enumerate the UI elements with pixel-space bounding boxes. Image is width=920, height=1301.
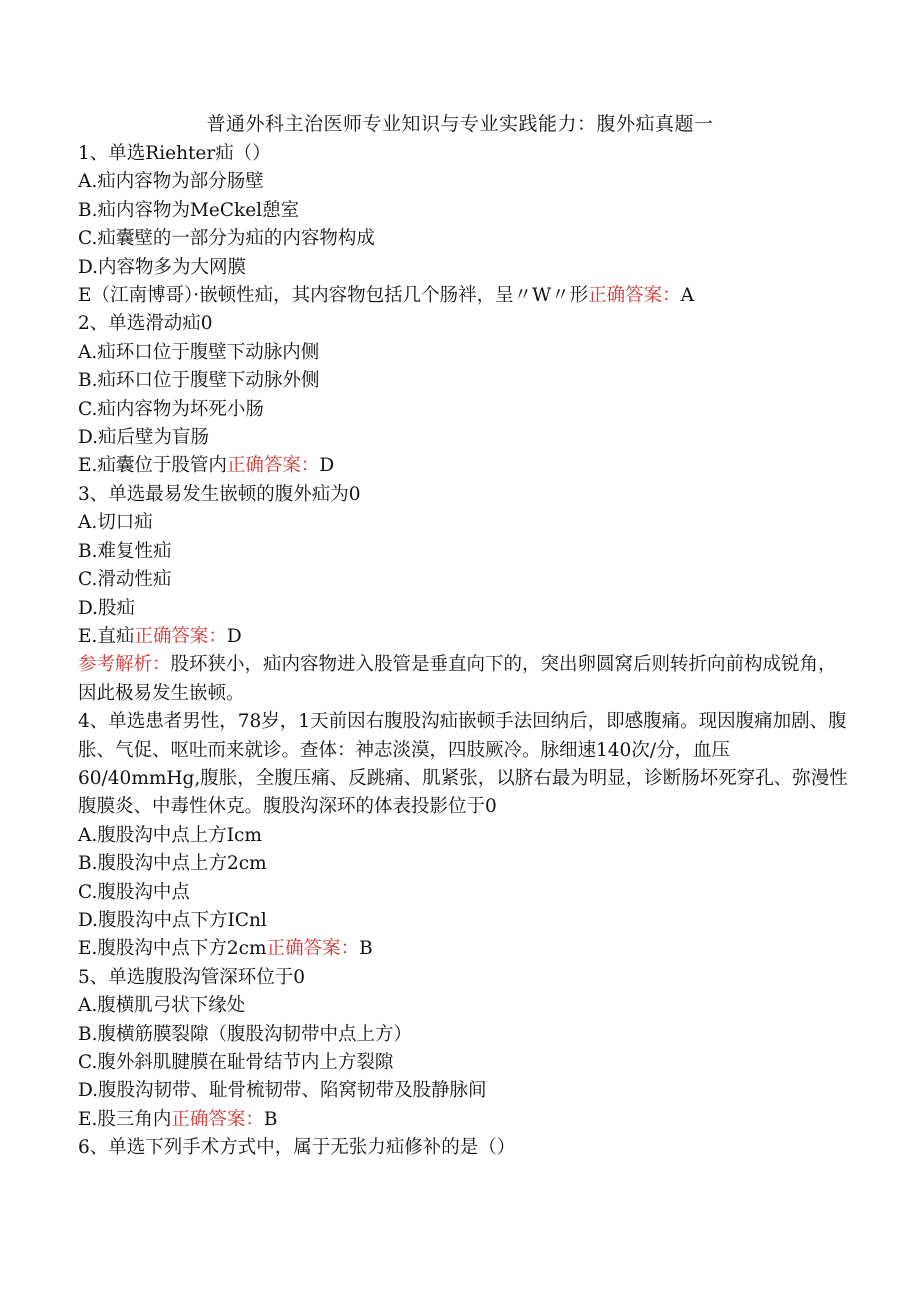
question-4-option-e-row — [78, 935, 848, 963]
question-1-option-e: E（江南博哥）·嵌顿性疝，其内容物包括几个肠袢，呈〃W〃形 — [78, 285, 589, 307]
question-list — [78, 140, 848, 1163]
question-4-option-a: A.腹股沟中点上方Icm — [78, 824, 262, 846]
question-3-option-b: B.难复性疝 — [78, 540, 172, 562]
question-3-analysis — [78, 651, 848, 708]
question-5-answer-label: 正确答案： — [171, 1108, 264, 1130]
question-4-answer: B — [359, 938, 373, 960]
question-4-answer-label: 正确答案： — [266, 938, 360, 960]
question-5-option-e: E.股三角内 — [78, 1108, 172, 1130]
question-2-option-c: C.疝内容物为坏死小肠 — [78, 398, 264, 420]
question-1-option-e-row — [78, 282, 848, 310]
question-1-stem: 1、单选Riehter疝（） — [78, 143, 271, 164]
page-title: 普通外科主治医师专业知识与专业实践能力：腹外疝真题一 — [206, 113, 714, 135]
question-3-option-e: E.直疝 — [78, 625, 135, 647]
question-3-option-c: C.滑动性疝 — [78, 569, 172, 591]
question-2-answer: D — [319, 455, 335, 477]
question-3-analysis-text: 股环狭小，疝内容物进入股管是垂直向下的，突出卵圆窝后则转折向前构成锐角，因此极易发生嵌顿。 — [78, 654, 837, 704]
question-3-option-e-row — [78, 623, 848, 651]
question-1-option-b: B.疝内容物为MeCkel憩室 — [78, 199, 300, 221]
question-2-option-b: B.疝环口位于腹壁下动脉外侧 — [78, 370, 320, 392]
question-1-answer-label: 正确答案： — [588, 285, 681, 307]
question-3-option-d: D.股疝 — [78, 597, 136, 619]
question-3-stem: 3、单选最易发生嵌顿的腹外疝为0 — [78, 483, 361, 505]
question-2-stem: 2、单选滑动疝0 — [78, 313, 213, 335]
question-6-stem: 6、单选下列手术方式中，属于无张力疝修补的是（） — [78, 1137, 516, 1159]
question-4-option-e: E.腹股沟中点下方2cm — [78, 938, 267, 960]
question-2-option-a: A.疝环口位于腹壁下动脉内侧 — [78, 341, 320, 363]
question-1-option-d: D.内容物多为大网膜 — [78, 256, 247, 278]
question-3-option-a: A.切口疝 — [78, 512, 153, 534]
question-4-option-c: C.腹股沟中点 — [78, 881, 190, 903]
question-1-option-c: C.疝囊壁的一部分为疝的内容物构成 — [78, 228, 375, 250]
question-2-option-e-row — [78, 452, 848, 480]
question-5-option-b: B.腹横筋膜裂隙（腹股沟韧带中点上方） — [78, 1023, 412, 1045]
question-2-answer-label: 正确答案： — [226, 455, 320, 477]
question-1-answer: A — [680, 285, 695, 307]
question-3-answer-label: 正确答案： — [134, 625, 227, 647]
question-2-option-d: D.疝后壁为盲肠 — [78, 427, 210, 449]
question-1-option-a: A.疝内容物为部分肠壁 — [78, 171, 264, 193]
question-4-stem: 4、单选患者男性，78岁，1天前因右腹股沟疝嵌顿手法回纳后，即感腹痛。现因腹痛加剧、腹胀、气促、呕吐而来就诊。查体：神志淡漠，四肢厥冷。脉细速140次/分，血压60/40mmHg,腹胀，全腹压痛、反跳痛、肌紧张，以脐右最为明显，诊断肠坏死穿孔、弥漫性腹膜炎、中毒性休克。腹股沟深环的体表投影位于0 — [78, 711, 848, 818]
question-3-answer: D — [226, 625, 242, 647]
question-5-answer: B — [263, 1108, 278, 1130]
question-4-option-d: D.腹股沟中点下方ICnl — [78, 909, 267, 931]
question-5-option-a: A.腹横肌弓状下缘处 — [78, 995, 246, 1017]
question-5-option-e-row — [78, 1106, 848, 1134]
question-5-stem: 5、单选腹股沟管深环位于0 — [78, 966, 306, 988]
question-2-option-e: E.疝囊位于股管内 — [78, 455, 227, 477]
question-5-option-c: C.腹外斜肌腱膜在耻骨结节内上方裂隙 — [78, 1052, 394, 1073]
question-3-analysis-label: 参考解析： — [78, 654, 171, 676]
question-5-option-d: D.腹股沟韧带、耻骨梳韧带、陷窝韧带及股静脉间 — [78, 1080, 487, 1102]
question-4-option-b: B.腹股沟中点上方2cm — [78, 853, 267, 875]
